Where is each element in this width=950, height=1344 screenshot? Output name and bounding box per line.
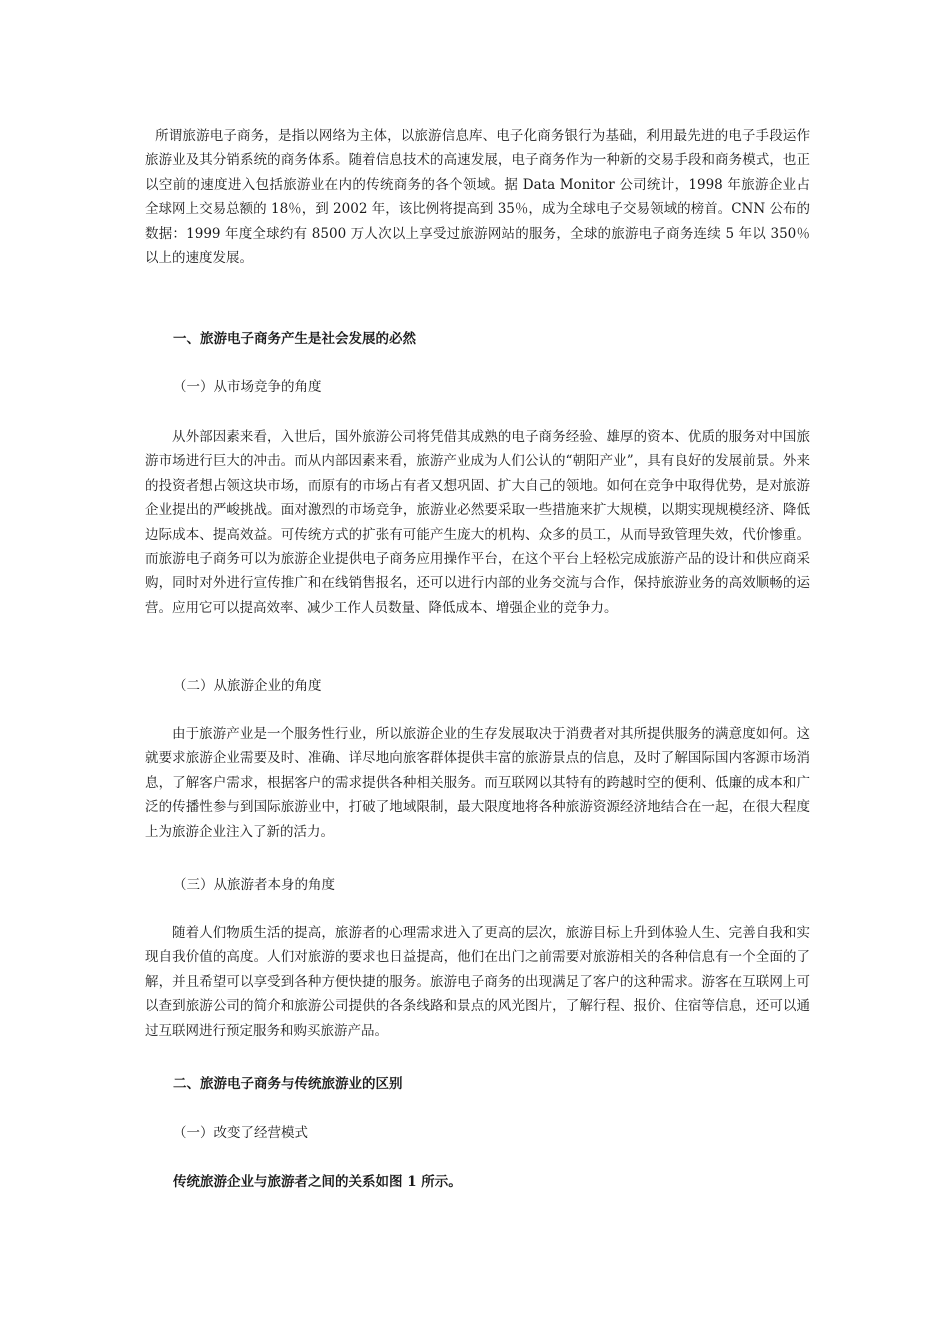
section-1-heading: 一、旅游电子商务产生是社会发展的必然 — [173, 331, 416, 347]
section-2-sub-1-title: （一）改变了经营模式 — [173, 1125, 308, 1141]
section-1-sub-3-body: 随着人们物质生活的提高，旅游者的心理需求进入了更高的层次，旅游目标上升到体验人生、完善自我和实现自我价值的高度。人们对旅游的要求也日益提高，他们在出门之前需要对旅游相关的各种信息有一个全面的了解，并且希望可以享受到各种方便快捷的服务。旅游电子商务的出现满足了客户的这种需求。游客在互联网上可以查到旅游公司的简介和旅游公司提供的各条线路和景点的风光图片，了解行程、报价、住宿等信息，还可以通过互联网进行预定服务和购买旅游产品。 — [145, 925, 810, 1039]
section-1-sub-2-body: 由于旅游产业是一个服务性行业，所以旅游企业的生存发展取决于消费者对其所提供服务的满意度如何。这就要求旅游企业需要及时、准确、详尽地向旅客群体提供丰富的旅游景点的信息，及时了解国际国内客源市场消息，了解客户需求，根据客户的需求提供各种相关服务。而互联网以其特有的跨越时空的便利、低廉的成本和广泛的传播性参与到国际旅游业中，打破了地域限制，最大限度地将各种旅游资源经济地结合在一起，在很大程度上为旅游企业注入了新的活力。 — [145, 726, 810, 840]
section-1-sub-1-title: （一）从市场竞争的角度 — [173, 379, 322, 395]
intro-paragraph: 所谓旅游电子商务，是指以网络为主体，以旅游信息库、电子化商务银行为基础，利用最先进的电子手段运作旅游业及其分销系统的商务体系。随着信息技术的高速发展，电子商务作为一种新的交易手段和商务模式，也正以空前的速度进入包括旅游业在内的传统商务的各个领域。据 Data Monitor 公司统计，1998 年旅游企业占全球网上交易总额的 18％，到 2002 年，该比例将提高到 35％，成为全球电子交易领域的榜首。CNN 公布的数据：1999 年度全球约有 8500 万人次以上享受过旅游网站的服务，全球的旅游电子商务连续 5 年以 350％以上的速度发展。 — [145, 128, 810, 267]
section-1-sub-1-body: 从外部因素来看，入世后，国外旅游公司将凭借其成熟的电子商务经验、雄厚的资本、优质的服务对中国旅游市场进行巨大的冲击。而从内部因素来看，旅游产业成为人们公认的“朝阳产业”，具有良好的发展前景。外来的投资者想占领这块市场，而原有的市场占有者又想巩固、扩大自己的领地。如何在竞争中取得优势，是对旅游企业提出的严峻挑战。面对激烈的市场竞争，旅游业必然要采取一些措施来扩大规模，以期实现规模经济、降低边际成本、提高效益。可传统方式的扩张有可能产生庞大的机构、众多的员工，从而导致管理失效，代价惨重。而旅游电子商务可以为旅游企业提供电子商务应用操作平台，在这个平台上轻松完成旅游产品的设计和供应商采购，同时对外进行宣传推广和在线销售报名，还可以进行内部的业务交流与合作，保持旅游业务的高效顺畅的运营。应用它可以提高效率、减少工作人员数量、降低成本、增强企业的竞争力。 — [145, 429, 810, 616]
section-1-sub-2-title: （二）从旅游企业的角度 — [173, 678, 322, 694]
section-2-heading: 二、旅游电子商务与传统旅游业的区别 — [173, 1076, 403, 1092]
section-1-sub-3-title: （三）从旅游者本身的角度 — [173, 877, 335, 893]
figure-1-caption: 传统旅游企业与旅游者之间的关系如图 1 所示。 — [173, 1174, 462, 1190]
